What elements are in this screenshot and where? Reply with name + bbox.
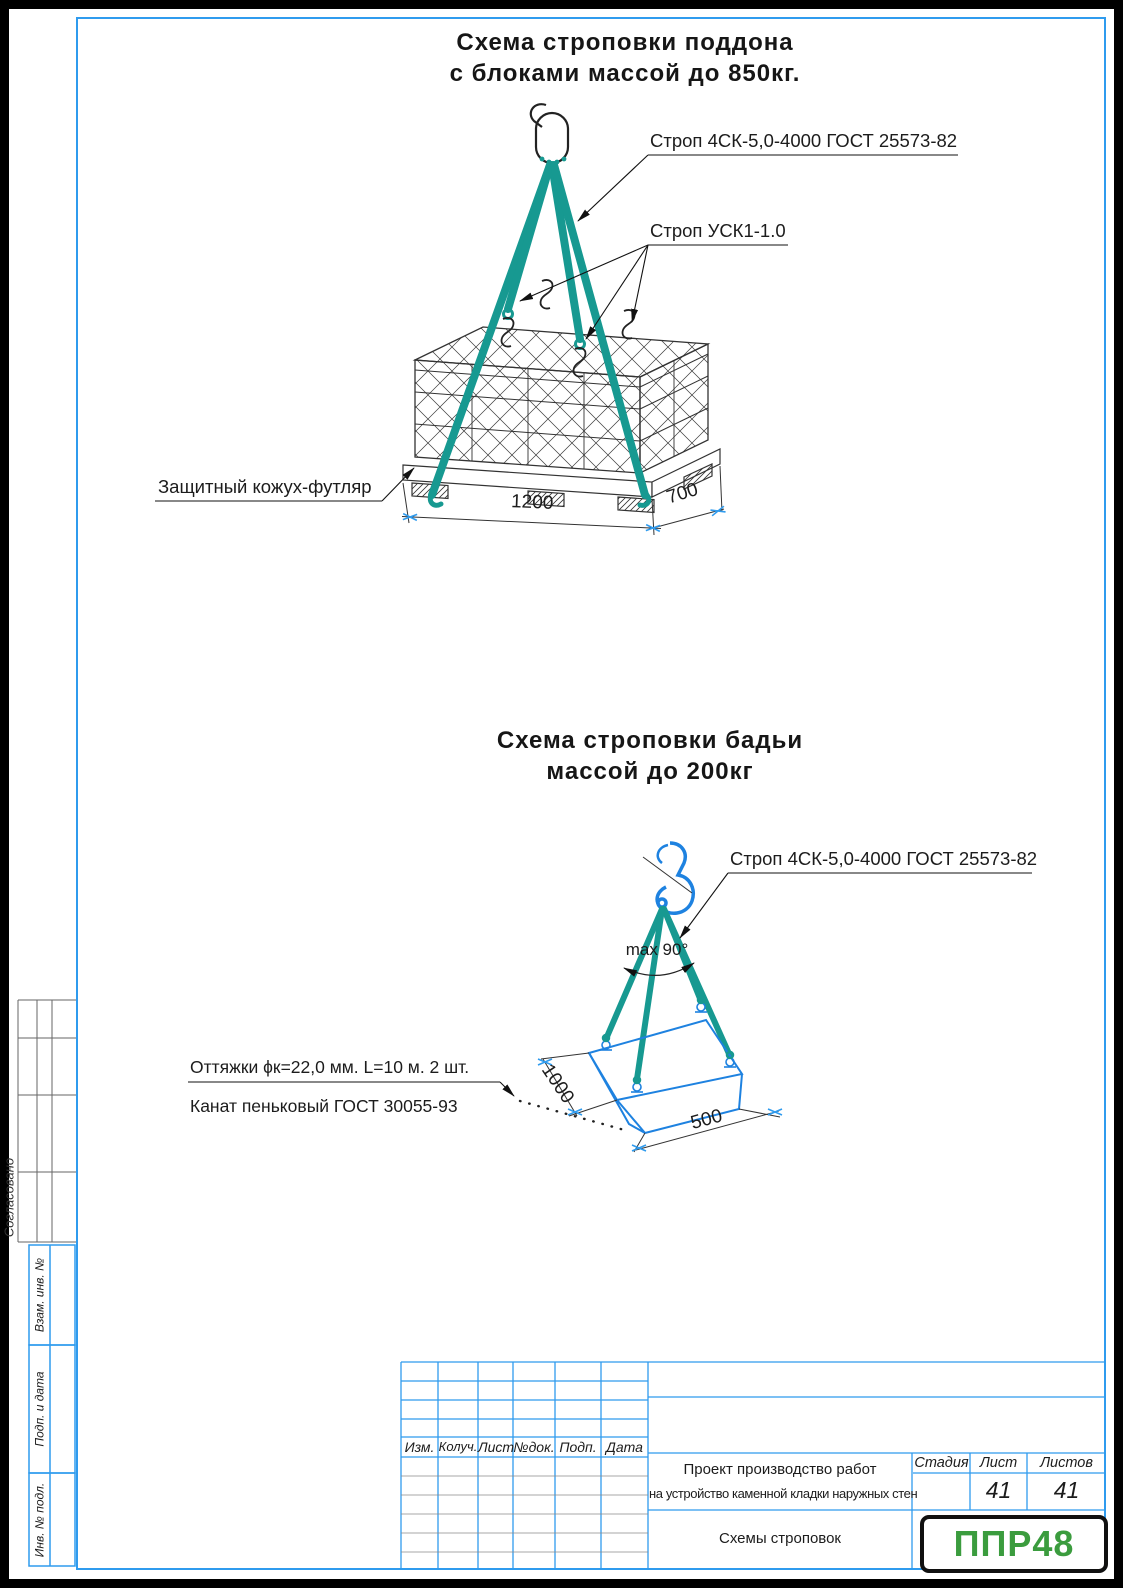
tb-sheets-label: Листов	[1040, 1455, 1093, 1471]
tb-col-list: Лист	[478, 1439, 515, 1455]
angle-label: max 90°	[625, 940, 689, 959]
tb-doc-title: Схемы строповок	[719, 1530, 841, 1547]
tb-col-ndok: №док.	[513, 1439, 555, 1455]
tb-sheet-value: 41	[985, 1477, 1012, 1503]
sidebar-label-agreed: Согласовано	[1, 1157, 17, 1238]
label-protective-cover: Защитный кожух-футляр	[158, 476, 372, 497]
dim-1200: 1200	[510, 491, 554, 514]
sidebar-label-vzam-inv: Взам. инв. №	[32, 1257, 47, 1333]
ppr48-logo-text: ППР48	[953, 1523, 1075, 1564]
sidebar-label-podp-data: Подп. и дата	[32, 1371, 47, 1447]
dim-500: 500	[688, 1105, 725, 1134]
label-sling-4sk: Строп 4СК-5,0-4000 ГОСТ 25573-82	[730, 848, 1038, 869]
tb-stage-label: Стадия	[914, 1455, 969, 1471]
scheme2-title-line2: массой до 200кг	[546, 758, 754, 785]
scheme1-title-line1: Схема строповки поддона	[456, 29, 794, 56]
label-guys-line1: Оттяжки ϕк=22,0 мм. L=10 м. 2 шт.	[190, 1057, 470, 1077]
dim-1000: 1000	[537, 1060, 579, 1108]
sidebar-gray-table	[18, 1000, 76, 1242]
dim-700: 700	[664, 479, 701, 509]
tb-sheets-value: 41	[1053, 1477, 1080, 1503]
tb-col-podp: Подп.	[559, 1439, 597, 1455]
label-guys-line2: Канат пеньковый ГОСТ 30055-93	[190, 1096, 458, 1116]
sidebar-label-inv-podl: Инв. № подл.	[32, 1482, 47, 1558]
scheme1-title-line2: с блоками массой до 850кг.	[449, 60, 801, 87]
ppr48-logo	[920, 1515, 1108, 1573]
tb-col-izm: Изм.	[404, 1439, 435, 1455]
label-sling-4sk: Строп 4СК-5,0-4000 ГОСТ 25573-82	[650, 130, 958, 151]
tb-project-line1: Проект производство работ	[683, 1461, 877, 1478]
tb-project-line2: на устройство каменной кладки наружных стен	[649, 1486, 918, 1501]
tb-col-data: Дата	[606, 1439, 643, 1455]
scheme2-title-line1: Схема строповки бадьи	[496, 727, 804, 754]
tb-col-koluch: Колуч.	[438, 1439, 478, 1454]
label-sling-usk: Строп УСК1-1.0	[650, 220, 786, 241]
tb-sheet-label: Лист	[979, 1455, 1018, 1471]
